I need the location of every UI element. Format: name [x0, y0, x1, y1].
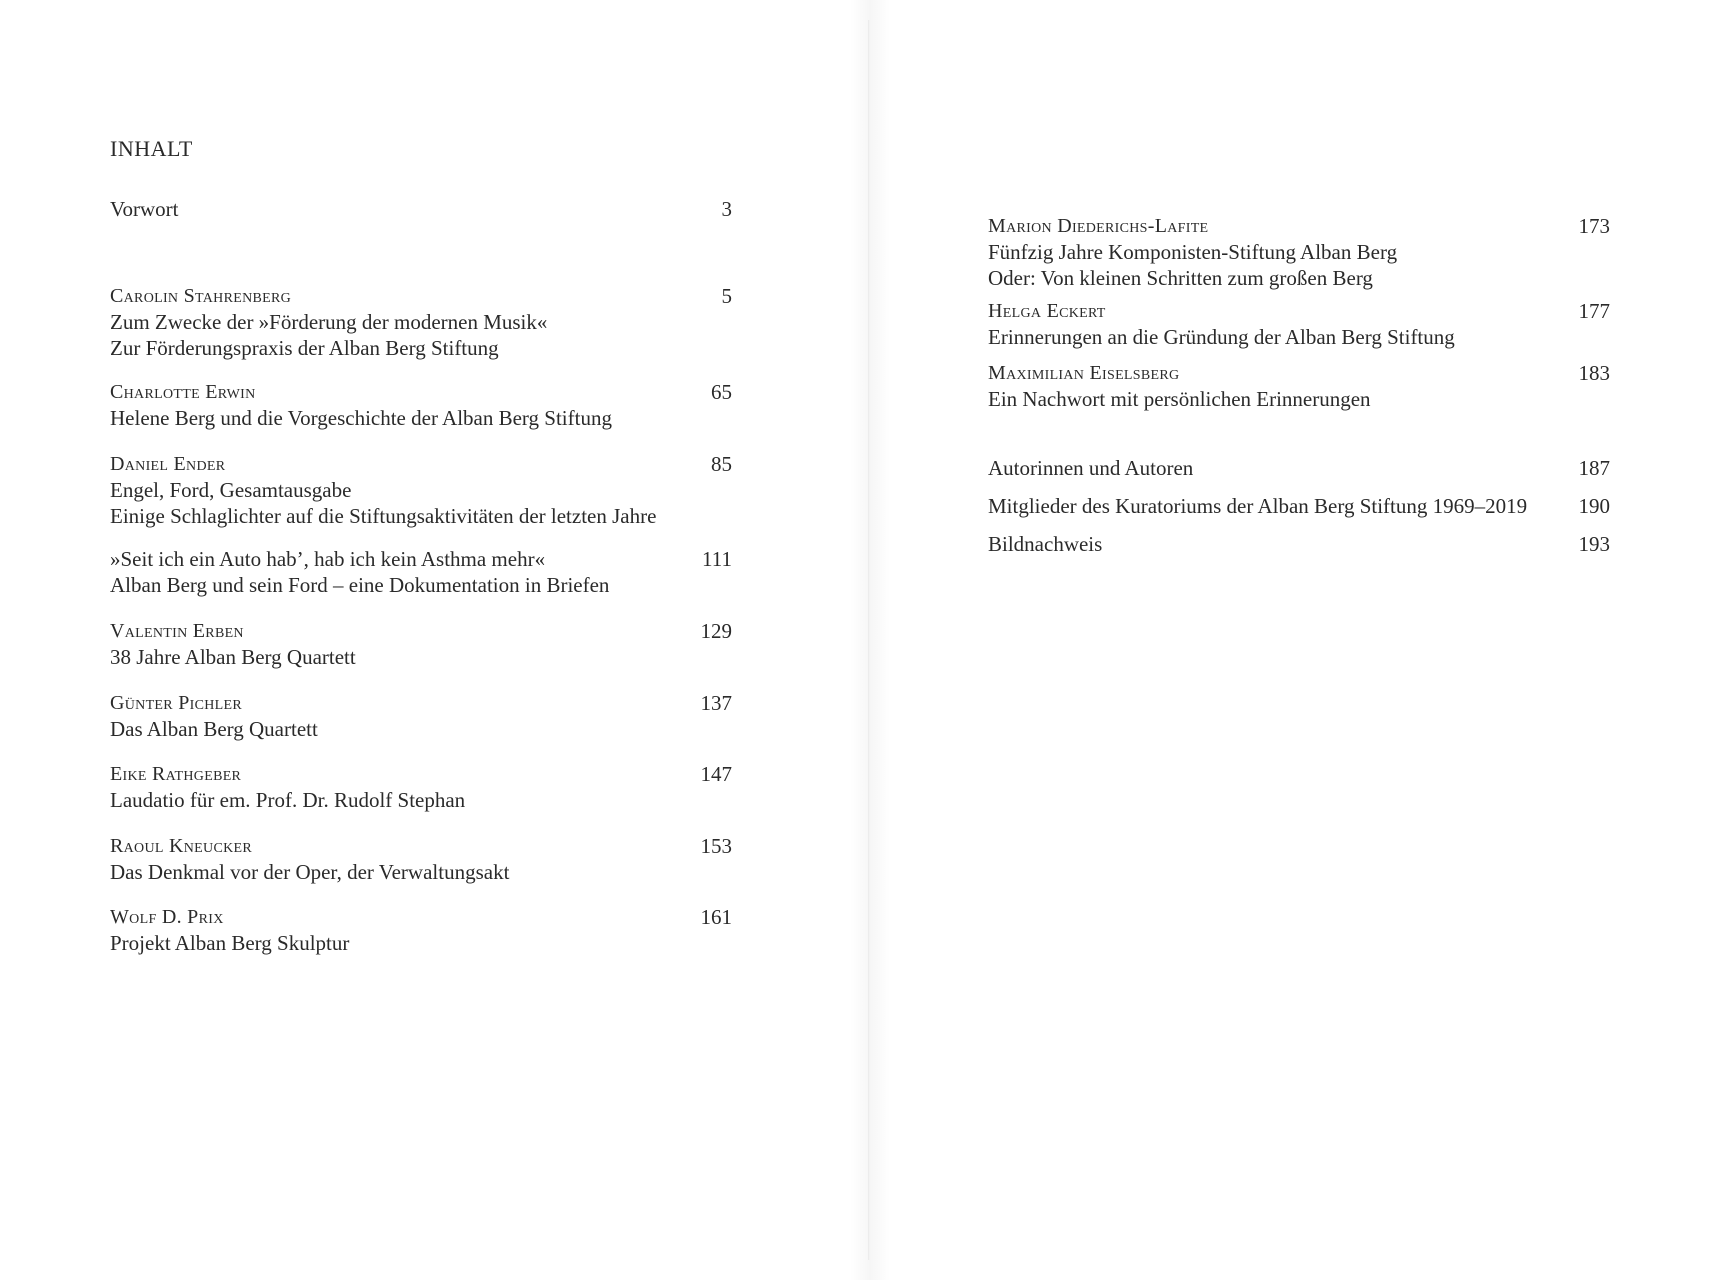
toc-entry-page-number: 153 [700, 834, 732, 858]
toc-entry-author: Marion Diederichs-Lafite [988, 215, 1209, 237]
toc-entry-page-number: 147 [700, 762, 732, 786]
toc-entry-page-number: 5 [721, 284, 732, 308]
toc-entry [988, 455, 1610, 481]
toc-entry-author: Wolf D. Prix [110, 906, 224, 928]
toc-entry-page-number: 111 [702, 547, 732, 571]
toc-entry [110, 283, 732, 361]
toc-entry-title: 38 Jahre Alban Berg Quartett [110, 645, 356, 669]
toc-entry-title: Alban Berg und sein Ford – eine Dokumentation in Briefen [110, 573, 610, 597]
toc-entry-title: Helene Berg und die Vorgeschichte der Alban Berg Stiftung [110, 406, 612, 430]
toc-entry-title: Zur Förderungspraxis der Alban Berg Stiftung [110, 336, 499, 360]
toc-entry [110, 196, 732, 222]
toc-entry-title: Einige Schlaglichter auf die Stiftungsaktivitäten der letzten Jahre [110, 504, 657, 528]
toc-entry-title: Bildnachweis [988, 532, 1103, 556]
toc-entry-page-number: 3 [721, 197, 732, 221]
toc-entry-author: Daniel Ender [110, 453, 226, 475]
toc-entry-author: Helga Eckert [988, 300, 1106, 322]
toc-entry [988, 213, 1610, 291]
toc-entry-title: Laudatio für em. Prof. Dr. Rudolf Stephan [110, 788, 466, 812]
toc-entry [110, 833, 732, 885]
toc-entry-page-number: 173 [1578, 214, 1610, 238]
toc-entry-title: Ein Nachwort mit persönlichen Erinnerungen [988, 387, 1371, 411]
toc-entry-page-number: 129 [700, 619, 732, 643]
toc-entry [110, 690, 732, 742]
toc-entry-title: Oder: Von kleinen Schritten zum großen Berg [988, 266, 1373, 290]
toc-entry-title: Autorinnen und Autoren [988, 456, 1194, 480]
toc-entry [110, 379, 732, 431]
toc-entry-author: Raoul Kneucker [110, 835, 252, 857]
toc-entry [110, 618, 732, 670]
toc-entry [988, 360, 1610, 412]
toc-entry-author: Eike Rathgeber [110, 763, 242, 785]
toc-entry-author: Charlotte Erwin [110, 381, 256, 403]
toc-entry [110, 451, 732, 529]
toc-entry-page-number: 65 [711, 380, 732, 404]
toc-entry-page-number: 190 [1578, 494, 1610, 518]
toc-entry-author: Valentin Erben [110, 620, 244, 642]
toc-entry-author: Günter Pichler [110, 692, 242, 714]
toc-entry-author: Maximilian Eiselsberg [988, 362, 1180, 384]
toc-entry-page-number: 137 [700, 691, 732, 715]
toc-entry-page-number: 177 [1578, 299, 1610, 323]
toc-entry [988, 493, 1610, 519]
right-page [870, 0, 1736, 1280]
toc-entry-title: Engel, Ford, Gesamtausgabe [110, 478, 352, 502]
toc-entry-page-number: 161 [700, 905, 732, 929]
toc-entry [110, 761, 732, 813]
toc-entry-title: Erinnerungen an die Gründung der Alban Berg Stiftung [988, 325, 1455, 349]
toc-entry-title: Das Denkmal vor der Oper, der Verwaltungsakt [110, 860, 510, 884]
toc-entry-title: Das Alban Berg Quartett [110, 717, 318, 741]
toc-entry-page-number: 193 [1578, 532, 1610, 556]
toc-entry [988, 531, 1610, 557]
toc-entry-title: »Seit ich ein Auto hab’, hab ich kein Asthma mehr« [110, 547, 546, 571]
toc-entry-page-number: 187 [1578, 456, 1610, 480]
toc-entry [988, 298, 1610, 350]
toc-entry-title: Zum Zwecke der »Förderung der modernen Musik« [110, 310, 548, 334]
toc-entry-title: Vorwort [110, 197, 179, 221]
toc-entry-page-number: 85 [711, 452, 732, 476]
toc-entry-title: Projekt Alban Berg Skulptur [110, 931, 350, 955]
toc-entry-title: Mitglieder des Kuratoriums der Alban Berg Stiftung 1969–2019 [988, 494, 1528, 518]
toc-entry [110, 546, 732, 598]
toc-entry [110, 904, 732, 956]
toc-entry-page-number: 183 [1578, 361, 1610, 385]
toc-heading: INHALT [110, 136, 193, 161]
toc-entry-author: Carolin Stahrenberg [110, 285, 292, 307]
toc-entry-title: Fünfzig Jahre Komponisten-Stiftung Alban Berg [988, 240, 1398, 264]
